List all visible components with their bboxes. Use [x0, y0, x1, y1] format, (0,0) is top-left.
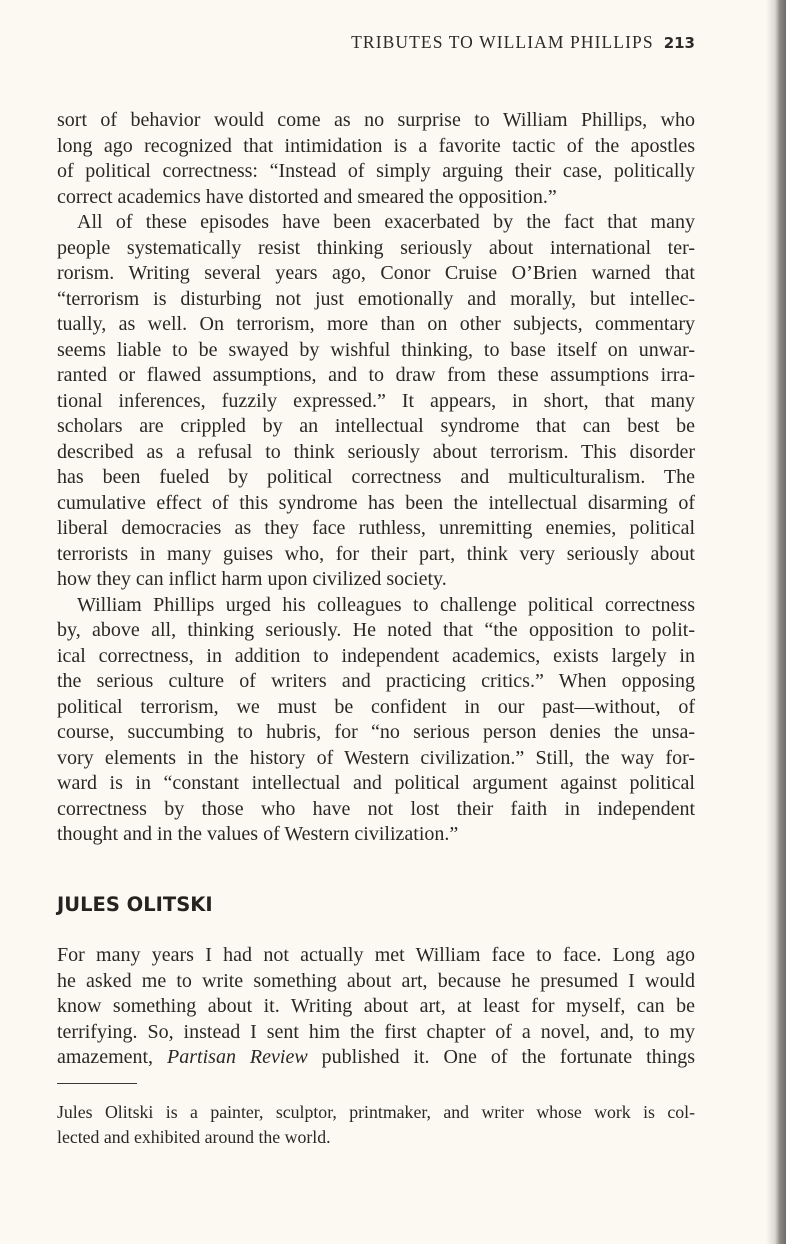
- section-heading: JULES OLITSKI: [57, 893, 213, 916]
- text-line: political terrorism, we must be confident in our past—without, of: [57, 695, 695, 718]
- text-line: the serious culture of writers and practicing critics.” When opposing: [57, 670, 695, 692]
- text-line: described as a refusal to think seriously about terrorism. This disorder: [57, 440, 695, 463]
- text-line: how they can inflict harm upon civilized society.: [57, 568, 447, 590]
- text-line: correctness by those who have not lost their faith in independent: [57, 797, 695, 820]
- text-line: course, succumbing to hubris, for “no serious person denies the unsa-: [57, 721, 695, 743]
- text-line: rorism. Writing several years ago, Conor Cruise O’Brien warned that: [57, 262, 695, 284]
- text-segment: published it. One of the fortunate things: [307, 1046, 695, 1068]
- text-line: of political correctness: “Instead of simply arguing their case, politically: [57, 160, 695, 182]
- text-line: ranted or flawed assumptions, and to draw from these assumptions irra-: [57, 364, 695, 386]
- text-line: know something about it. Writing about art, at least for myself, can be: [57, 995, 695, 1017]
- text-line: liberal democracies as they face ruthless, unremitting enemies, political: [57, 517, 695, 539]
- text-line: thought and in the values of Western civilization.”: [57, 823, 459, 845]
- text-line: long ago recognized that intimidation is a favorite tactic of the apostles: [57, 134, 695, 157]
- italic-title: Partisan Review: [167, 1046, 308, 1068]
- text-line: vory elements in the history of Western civilization.” Still, the way for-: [57, 746, 695, 769]
- text-line: tional inferences, fuzzily expressed.” It appears, in short, that many: [57, 389, 695, 412]
- text-line: William Phillips urged his colleagues to challenge political correctness: [77, 593, 695, 616]
- text-line: All of these episodes have been exacerbated by the fact that many: [77, 211, 695, 233]
- text-line: by, above all, thinking seriously. He noted that “the opposition to polit-: [57, 619, 695, 641]
- text-line: terrorists in many guises who, for their part, think very seriously about: [57, 542, 695, 565]
- footnote-line: Jules Olitski is a painter, sculptor, printmaker, and writer whose work is col-: [57, 1102, 695, 1122]
- text-line: ward is in “constant intellectual and political argument against political: [57, 772, 695, 794]
- page-binding-shadow: [766, 0, 786, 1244]
- text-line: cumulative effect of this syndrome has been the intellectual disarming of: [57, 491, 695, 514]
- text-line: terrifying. So, instead I sent him the first chapter of a novel, and, to my: [57, 1020, 695, 1043]
- page-number: 213: [663, 34, 695, 52]
- text-line: has been fueled by political correctness and multiculturalism. The: [57, 466, 695, 488]
- text-line: ical correctness, in addition to independent academics, exists largely in: [57, 644, 695, 667]
- running-head: [351, 28, 695, 56]
- text-line: [57, 1044, 695, 1070]
- text-line: seems liable to be swayed by wishful thinking, to base itself on unwar-: [57, 338, 695, 361]
- text-line: For many years I had not actually met William face to face. Long ago: [57, 944, 695, 966]
- text-line: “terrorism is disturbing not just emotionally and morally, but intellec-: [57, 287, 695, 310]
- text-line: he asked me to write something about art, because he presumed I would: [57, 969, 695, 992]
- text-line: correct academics have distorted and smeared the opposition.”: [57, 185, 557, 208]
- text-line: sort of behavior would come as no surprise to William Phillips, who: [57, 109, 695, 131]
- text-segment: amazement,: [57, 1046, 168, 1068]
- text-line: scholars are crippled by an intellectual syndrome that can best be: [57, 415, 695, 437]
- footnote-rule: [57, 1083, 137, 1084]
- footnote-line: lected and exhibited around the world.: [57, 1127, 331, 1147]
- running-head-title: TRIBUTES TO WILLIAM PHILLIPS: [351, 32, 654, 52]
- text-line: people systematically resist thinking seriously about international ter-: [57, 236, 695, 259]
- text-line: tually, as well. On terrorism, more than on other subjects, commentary: [57, 313, 695, 335]
